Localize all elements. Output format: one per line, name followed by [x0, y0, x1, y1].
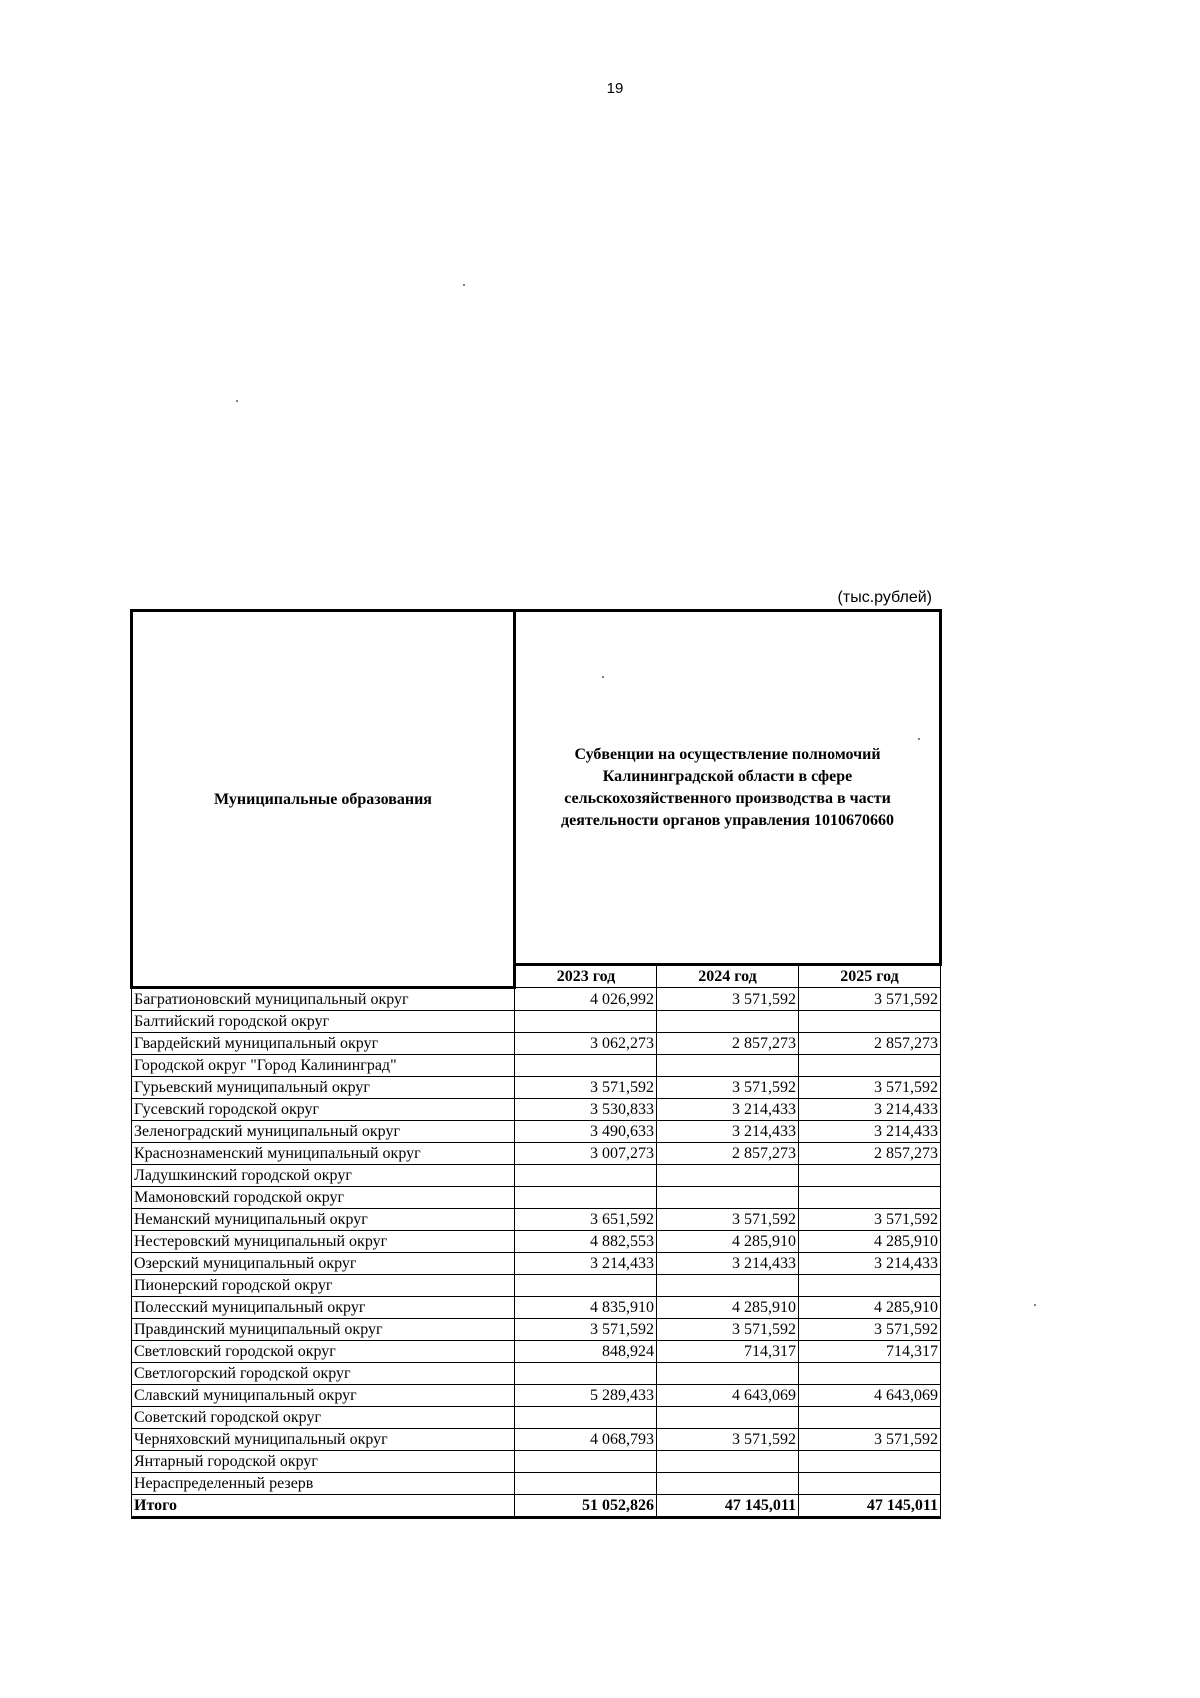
value-2023: 3 062,273 — [515, 1033, 657, 1055]
value-2025: 4 285,910 — [799, 1231, 941, 1253]
value-2023: 5 289,433 — [515, 1385, 657, 1407]
table-body — [132, 988, 941, 1495]
value-2024 — [657, 1451, 799, 1473]
value-2025 — [799, 1011, 941, 1033]
municipality-name: Правдинский муниципальный округ — [132, 1319, 515, 1341]
table-row — [132, 1429, 941, 1451]
table-row — [132, 1297, 941, 1319]
municipality-name: Гвардейский муниципальный округ — [132, 1033, 515, 1055]
value-2023 — [515, 1055, 657, 1077]
municipality-name: Городской округ "Город Калининград" — [132, 1055, 515, 1077]
value-2023: 848,924 — [515, 1341, 657, 1363]
value-2024: 3 214,433 — [657, 1121, 799, 1143]
municipality-name: Мамоновский городской округ — [132, 1187, 515, 1209]
value-2023 — [515, 1011, 657, 1033]
page-number: 19 — [606, 80, 624, 97]
total-value-2023: 51 052,826 — [515, 1495, 657, 1518]
value-2023: 3 651,592 — [515, 1209, 657, 1231]
municipality-name: Пионерский городской округ — [132, 1275, 515, 1297]
value-2025: 4 285,910 — [799, 1297, 941, 1319]
value-2025: 3 571,592 — [799, 1209, 941, 1231]
table-row — [132, 1077, 941, 1099]
value-2025: 3 214,433 — [799, 1253, 941, 1275]
value-2025: 3 571,592 — [799, 988, 941, 1011]
value-2025 — [799, 1363, 941, 1385]
value-2024: 3 571,592 — [657, 1319, 799, 1341]
value-2025 — [799, 1275, 941, 1297]
value-2025: 3 571,592 — [799, 1319, 941, 1341]
table-row — [132, 1385, 941, 1407]
value-2024: 3 571,592 — [657, 988, 799, 1011]
municipality-name: Светлогорский городской округ — [132, 1363, 515, 1385]
value-2024 — [657, 1407, 799, 1429]
value-2025: 4 643,069 — [799, 1385, 941, 1407]
value-2025: 3 571,592 — [799, 1077, 941, 1099]
total-label: Итого — [132, 1495, 515, 1518]
municipality-name: Гурьевский муниципальный округ — [132, 1077, 515, 1099]
subvention-header: Субвенции на осуществление полномочий Калининградской области в сфере сельскохозяйственного производства в части деятельности органов управления 1010670660 — [515, 611, 941, 965]
table-row — [132, 988, 941, 1011]
value-2023: 4 026,992 — [515, 988, 657, 1011]
municipality-name: Янтарный городской округ — [132, 1451, 515, 1473]
value-2023: 3 490,633 — [515, 1121, 657, 1143]
municipality-name: Гусевский городской округ — [132, 1099, 515, 1121]
value-2024 — [657, 1363, 799, 1385]
value-2025 — [799, 1473, 941, 1495]
value-2023 — [515, 1165, 657, 1187]
table-row — [132, 1165, 941, 1187]
value-2023: 4 882,553 — [515, 1231, 657, 1253]
value-2024 — [657, 1011, 799, 1033]
value-2024: 3 214,433 — [657, 1099, 799, 1121]
municipality-name: Полесский муниципальный округ — [132, 1297, 515, 1319]
municipality-name: Неманский муниципальный округ — [132, 1209, 515, 1231]
table-row — [132, 1187, 941, 1209]
value-2024 — [657, 1473, 799, 1495]
municipality-name: Краснознаменский муниципальный округ — [132, 1143, 515, 1165]
units-label: (тыс.рублей) — [837, 589, 932, 606]
scan-speck — [1034, 1304, 1036, 1306]
value-2023 — [515, 1275, 657, 1297]
value-2025 — [799, 1055, 941, 1077]
municipality-name: Багратионовский муниципальный округ — [132, 988, 515, 1011]
year-header-2023: 2023 год — [515, 965, 657, 988]
value-2023: 3 571,592 — [515, 1319, 657, 1341]
value-2024: 4 643,069 — [657, 1385, 799, 1407]
value-2023 — [515, 1363, 657, 1385]
table-row — [132, 1275, 941, 1297]
municipality-name: Славский муниципальный округ — [132, 1385, 515, 1407]
table-row — [132, 1451, 941, 1473]
total-row — [132, 1495, 941, 1518]
value-2023: 3 571,592 — [515, 1077, 657, 1099]
value-2024: 4 285,910 — [657, 1297, 799, 1319]
value-2024: 3 214,433 — [657, 1253, 799, 1275]
table-row — [132, 1099, 941, 1121]
table-row — [132, 1121, 941, 1143]
table-row — [132, 1407, 941, 1429]
value-2025: 3 214,433 — [799, 1099, 941, 1121]
value-2025: 2 857,273 — [799, 1033, 941, 1055]
value-2024: 714,317 — [657, 1341, 799, 1363]
value-2024 — [657, 1165, 799, 1187]
table-row — [132, 1253, 941, 1275]
table-row — [132, 1319, 941, 1341]
municipality-name: Зеленоградский муниципальный округ — [132, 1121, 515, 1143]
value-2023: 3 214,433 — [515, 1253, 657, 1275]
value-2025 — [799, 1451, 941, 1473]
value-2025: 714,317 — [799, 1341, 941, 1363]
total-value-2025: 47 145,011 — [799, 1495, 941, 1518]
table-row — [132, 1011, 941, 1033]
municipality-name: Озерский муниципальный округ — [132, 1253, 515, 1275]
table-row — [132, 1341, 941, 1363]
value-2023: 4 068,793 — [515, 1429, 657, 1451]
table-row — [132, 1363, 941, 1385]
table-row — [132, 1143, 941, 1165]
value-2024: 3 571,592 — [657, 1429, 799, 1451]
subventions-table — [130, 609, 942, 1519]
value-2024: 3 571,592 — [657, 1209, 799, 1231]
municipality-name: Ладушкинский городской округ — [132, 1165, 515, 1187]
municipality-name: Светловский городской округ — [132, 1341, 515, 1363]
table-row — [132, 1473, 941, 1495]
value-2024 — [657, 1187, 799, 1209]
value-2025 — [799, 1407, 941, 1429]
value-2024: 4 285,910 — [657, 1231, 799, 1253]
table-row — [132, 1231, 941, 1253]
municipalities-header: Муниципальные образования — [132, 611, 515, 988]
table-row — [132, 1033, 941, 1055]
municipality-name: Балтийский городской округ — [132, 1011, 515, 1033]
value-2023 — [515, 1407, 657, 1429]
total-value-2024: 47 145,011 — [657, 1495, 799, 1518]
municipality-name: Советский городской округ — [132, 1407, 515, 1429]
municipality-name: Нераспределенный резерв — [132, 1473, 515, 1495]
value-2023: 3 007,273 — [515, 1143, 657, 1165]
value-2025: 2 857,273 — [799, 1143, 941, 1165]
value-2023 — [515, 1451, 657, 1473]
value-2025: 3 214,433 — [799, 1121, 941, 1143]
value-2024: 2 857,273 — [657, 1033, 799, 1055]
value-2024 — [657, 1055, 799, 1077]
municipality-name: Нестеровский муниципальный округ — [132, 1231, 515, 1253]
scan-speck — [236, 400, 238, 402]
year-header-2025: 2025 год — [799, 965, 941, 988]
value-2024: 3 571,592 — [657, 1077, 799, 1099]
year-header-2024: 2024 год — [657, 965, 799, 988]
value-2025 — [799, 1187, 941, 1209]
value-2024 — [657, 1275, 799, 1297]
value-2023: 3 530,833 — [515, 1099, 657, 1121]
value-2024: 2 857,273 — [657, 1143, 799, 1165]
scan-speck — [463, 284, 465, 286]
table-row — [132, 1055, 941, 1077]
value-2023: 4 835,910 — [515, 1297, 657, 1319]
municipality-name: Черняховский муниципальный округ — [132, 1429, 515, 1451]
value-2023 — [515, 1187, 657, 1209]
table-row — [132, 1209, 941, 1231]
value-2025: 3 571,592 — [799, 1429, 941, 1451]
value-2025 — [799, 1165, 941, 1187]
value-2023 — [515, 1473, 657, 1495]
